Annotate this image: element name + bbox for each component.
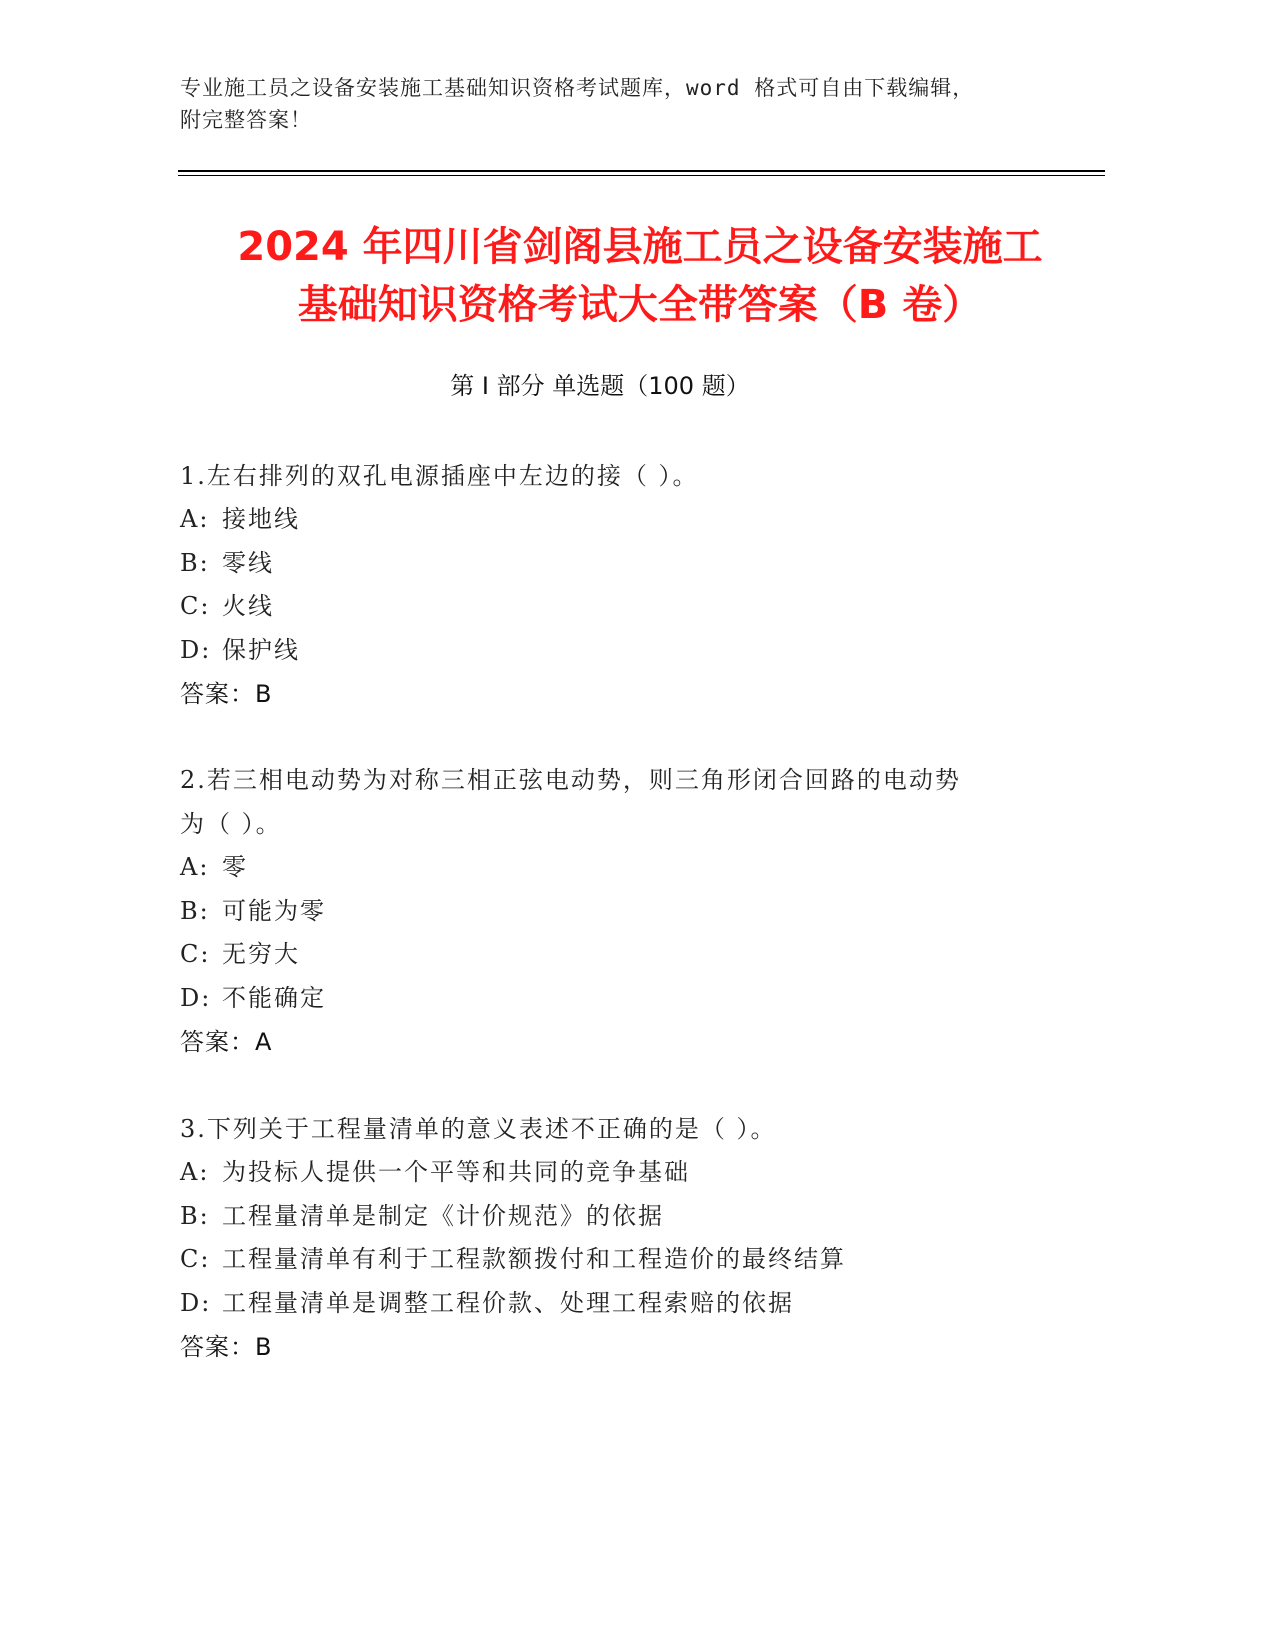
- option-letter: D:: [180, 1288, 212, 1317]
- option-letter: A:: [180, 1158, 210, 1186]
- header-note-line2: 附完整答案！: [180, 108, 312, 132]
- option-text: 火线: [222, 592, 274, 620]
- question-stem: 1.左右排列的双孔电源插座中左边的接（ ）。: [180, 462, 699, 490]
- option-letter: A:: [180, 853, 210, 881]
- question-1: [180, 454, 1060, 716]
- header-rule-thick: [178, 170, 1105, 172]
- option-text: 保护线: [222, 635, 300, 664]
- document-title-line2: 基础知识资格考试大全带答案（B 卷）: [297, 282, 983, 328]
- header-rule-thin: [178, 175, 1105, 176]
- section-title: 第 I 部分 单选题（100 题）: [450, 372, 750, 400]
- option-c: [180, 1238, 1060, 1282]
- option-text: 不能确定: [222, 983, 326, 1012]
- option-letter: D:: [180, 635, 212, 664]
- option-letter: A:: [180, 505, 210, 533]
- option-text: 为投标人提供一个平等和共同的竞争基础: [222, 1158, 690, 1186]
- option-d: [180, 1282, 1060, 1326]
- option-c: [180, 585, 1060, 629]
- answer-line: 答案：A: [180, 1028, 273, 1056]
- option-letter: C:: [180, 592, 211, 620]
- option-letter: D:: [180, 983, 212, 1012]
- option-text: 零: [222, 853, 248, 881]
- option-letter: B:: [180, 548, 210, 577]
- option-d: [180, 629, 1060, 673]
- option-text: 零线: [222, 548, 274, 577]
- document-title: [150, 218, 1130, 334]
- option-text: 无穷大: [222, 940, 300, 968]
- document-title-line1: 2024 年四川省剑阁县施工员之设备安装施工: [237, 224, 1043, 270]
- question-stem-line1: 2.若三相电动势为对称三相正弦电动势，则三角形闭合回路的电动势: [180, 766, 961, 794]
- option-a: [180, 1151, 1060, 1195]
- question-stem: 3.下列关于工程量清单的意义表述不正确的是（ ）。: [180, 1115, 777, 1143]
- option-text: 可能为零: [222, 896, 326, 925]
- answer-line: 答案：B: [180, 680, 273, 708]
- answer-line: 答案：B: [180, 1333, 273, 1361]
- option-a: [180, 846, 1060, 890]
- header-note: [180, 72, 1080, 136]
- option-a: [180, 498, 1060, 542]
- option-text: 工程量清单是制定《计价规范》的依据: [222, 1201, 664, 1230]
- option-b: [180, 542, 1060, 586]
- option-b: [180, 890, 1060, 934]
- option-c: [180, 933, 1060, 977]
- option-letter: B:: [180, 896, 210, 925]
- option-letter: C:: [180, 940, 211, 968]
- header-note-line1: 专业施工员之设备安装施工基础知识资格考试题库，word 格式可自由下载编辑，: [180, 76, 975, 100]
- option-text: 工程量清单有利于工程款额拨付和工程造价的最终结算: [222, 1245, 846, 1273]
- option-d: [180, 977, 1060, 1021]
- option-text: 工程量清单是调整工程价款、处理工程索赔的依据: [222, 1288, 794, 1317]
- option-letter: B:: [180, 1201, 210, 1230]
- option-text: 接地线: [222, 505, 300, 533]
- question-2: [180, 758, 1060, 1064]
- question-3: [180, 1107, 1060, 1369]
- option-b: [180, 1195, 1060, 1239]
- option-letter: C:: [180, 1245, 211, 1273]
- question-stem-line2: 为（ ）。: [180, 810, 282, 838]
